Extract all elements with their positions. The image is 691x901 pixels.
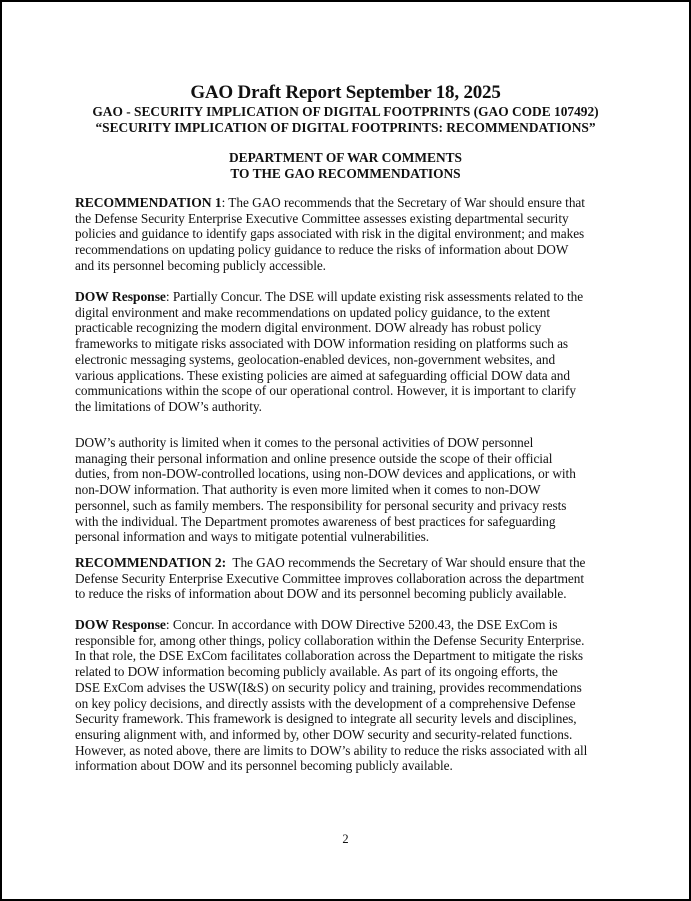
text-line: on key policy decisions, and directly assists with the development of a comprehensive Defense (75, 695, 576, 711)
text-line (75, 617, 620, 633)
text-segment: : The GAO recommends that the Secretary of War should ensure that (221, 195, 585, 210)
text-line: responsible for, among other things, policy collaboration within the Defense Security Enterprise. (75, 632, 585, 648)
text-line: ensuring alignment with, and informed by, other DOW security and security-related functions. (75, 726, 573, 742)
text-segment: The GAO recommends the Secretary of War should ensure that the (226, 555, 586, 570)
comments-heading-line-2: TO THE GAO RECOMMENDATIONS (230, 166, 461, 181)
report-subtitle-code: GAO - SECURITY IMPLICATION OF DIGITAL FOOTPRINTS (GAO CODE 107492) (92, 104, 599, 119)
dow-response-1-continued (75, 435, 620, 545)
text-line: information about DOW and its personnel becoming publicly available. (75, 758, 453, 774)
report-header (2, 82, 689, 136)
text-line: DSE ExCom advises the USW(I&S) on security policy and training, provides recommendations (75, 679, 582, 695)
text-line: non-DOW information. That authority is even more limited when it comes to non-DOW (75, 482, 541, 498)
text-line: managing their personal information and online presence outside the scope of their official (75, 450, 553, 466)
text-line (75, 289, 620, 305)
text-line: practicable recognizing the modern digital environment. DOW already has robust policy (75, 320, 542, 336)
text-line: related to DOW information becoming publicly available. As part of its ongoing efforts, the (75, 664, 558, 680)
recommendation-1 (75, 195, 620, 274)
text-line: with the individual. The Department promotes awareness of best practices for safeguarding (75, 513, 556, 529)
text-line: and its personnel becoming publicly accessible. (75, 257, 326, 273)
text-line: various applications. These existing policies are aimed at safeguarding official DOW data and (75, 367, 570, 383)
text-line: the limitations of DOW’s authority. (75, 398, 262, 414)
text-line: the Defense Security Enterprise Executive Committee assesses existing departmental security (75, 210, 569, 226)
report-title: GAO Draft Report September 18, 2025 (190, 82, 501, 103)
recommendation-2 (75, 555, 620, 602)
text-segment: : Partially Concur. The DSE will update existing risk assessments related to the (165, 289, 584, 304)
dow-response-2-label: DOW Response (75, 617, 166, 632)
report-subtitle-quoted: “SECURITY IMPLICATION OF DIGITAL FOOTPRINTS: RECOMMENDATIONS” (95, 120, 596, 135)
text-line: frameworks to mitigate risks associated with DOW information residing on platforms such as (75, 336, 569, 352)
dow-response-1 (75, 289, 620, 415)
text-line: electronic messaging systems, geolocation-enabled devices, non-government websites, and (75, 351, 556, 367)
dow-response-1-label: DOW Response (75, 289, 166, 304)
text-line: digital environment and make recommendations on updated policy guidance, to the extent (75, 304, 550, 320)
text-line: communications within the scope of our operational control. However, it is important to clarify (75, 383, 576, 399)
text-line: In that role, the DSE ExCom facilitates collaboration across the Department to mitigate the risks (75, 648, 584, 664)
recommendation-2-label: RECOMMENDATION 2: (75, 555, 227, 570)
text-line: Security framework. This framework is designed to integrate all security levels and disciplines, (75, 711, 577, 727)
text-segment: : Concur. In accordance with DOW Directive 5200.43, the DSE ExCom is (165, 617, 558, 632)
text-line: duties, from non-DOW-controlled locations, using non-DOW devices and applications, or with (75, 466, 576, 482)
text-line (75, 195, 620, 211)
text-line: Defense Security Enterprise Executive Committee improves collaboration across the department (75, 570, 585, 586)
text-line: policies and guidance to identify gaps associated with risk in the digital environment; and makes (75, 226, 585, 242)
text-line: personal information and ways to mitigate potential vulnerabilities. (75, 529, 430, 545)
text-line: to reduce the risks of information about DOW and its personnel becoming publicly available. (75, 586, 567, 602)
text-line: recommendations on updating policy guidance to reduce the risks of information about DOW (75, 242, 569, 258)
comments-heading (2, 150, 689, 182)
recommendation-1-label: RECOMMENDATION 1 (75, 195, 222, 210)
page-number: 2 (342, 832, 349, 846)
text-line: personnel, such as family members. The responsibility for personal security and privacy rests (75, 497, 567, 513)
text-line (75, 555, 620, 571)
dow-response-2 (75, 617, 620, 774)
text-line: DOW’s authority is limited when it comes to the personal activities of DOW personnel (75, 435, 534, 450)
comments-heading-line-1: DEPARTMENT OF WAR COMMENTS (228, 150, 462, 165)
text-line: However, as noted above, there are limits to DOW’s ability to reduce the risks associated with all (75, 742, 588, 758)
